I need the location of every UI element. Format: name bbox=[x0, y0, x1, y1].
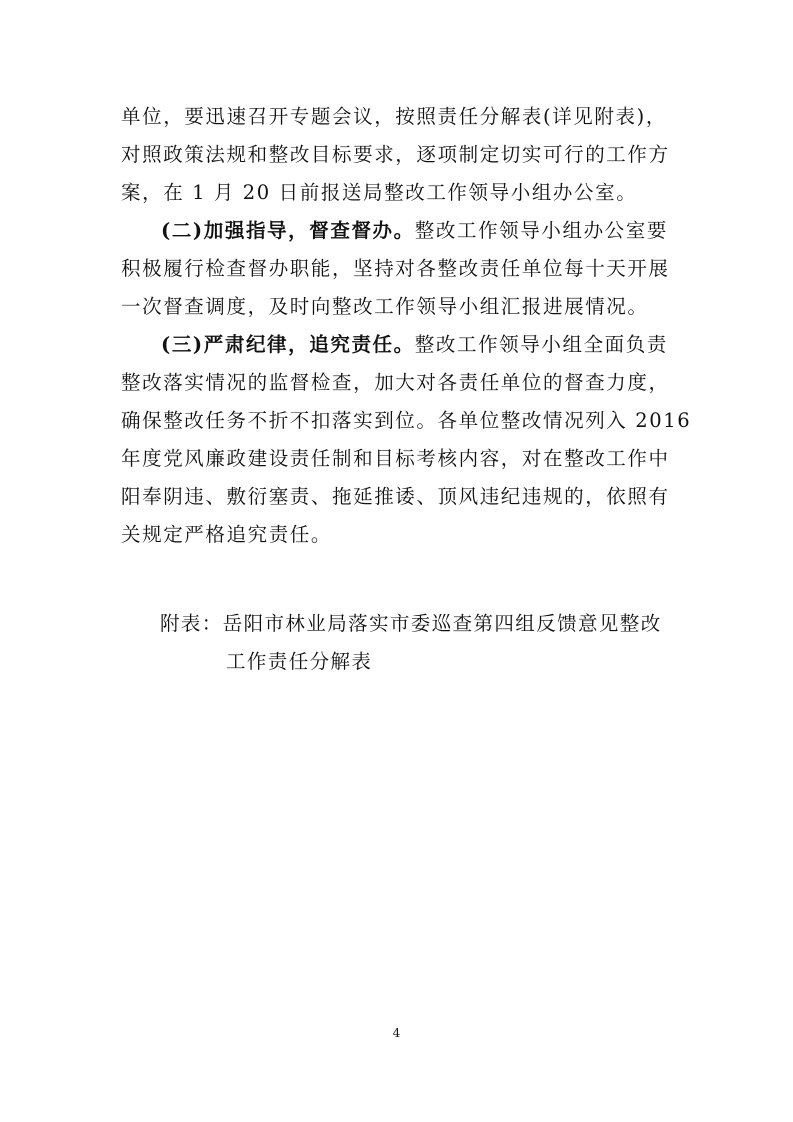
section-3-heading: (三)严肃纪律，追究责任。 bbox=[161, 333, 415, 356]
attachment-line-2: 工作责任分解表 bbox=[226, 650, 373, 673]
section-2-first-line bbox=[121, 212, 681, 250]
body-text bbox=[121, 98, 692, 554]
section-2-text: 整改工作领导小组办公室要 bbox=[414, 219, 668, 242]
body-line: 整改落实情况的监督检查，加大对各责任单位的督查力度， bbox=[121, 371, 670, 394]
body-line: 案，在 1 月 20 日前报送局整改工作领导小组办公室。 bbox=[121, 181, 638, 204]
body-line: 年度党风廉政建设责任制和目标考核内容，对在整改工作中 bbox=[121, 447, 670, 470]
body-line: 关规定严格追究责任。 bbox=[121, 523, 333, 546]
section-3-first-line bbox=[121, 326, 681, 364]
attachment-note bbox=[160, 605, 720, 681]
attachment-line-1: 附表：岳阳市林业局落实市委巡查第四组反馈意见整改 bbox=[160, 612, 662, 635]
body-line: 一次督查调度，及时向整改工作领导小组汇报进展情况。 bbox=[121, 295, 649, 318]
section-3-text: 整改工作领导小组全面负责 bbox=[414, 333, 668, 356]
section-2-heading: (二)加强指导，督查督办。 bbox=[161, 219, 415, 242]
body-line: 积极履行检查督办职能，坚持对各整改责任单位每十天开展 bbox=[121, 257, 670, 280]
body-line: 对照政策法规和整改目标要求，逐项制定切实可行的工作方 bbox=[121, 143, 670, 166]
body-line: 确保整改任务不折不扣落实到位。各单位整改情况列入 2016 bbox=[121, 409, 692, 432]
body-line: 单位，要迅速召开专题会议，按照责任分解表(详见附表)， bbox=[121, 105, 667, 128]
body-line: 阳奉阴违、敷衍塞责、拖延推诿、顶风违纪违规的，依照有 bbox=[121, 485, 670, 508]
page-number: 4 bbox=[392, 1026, 401, 1040]
